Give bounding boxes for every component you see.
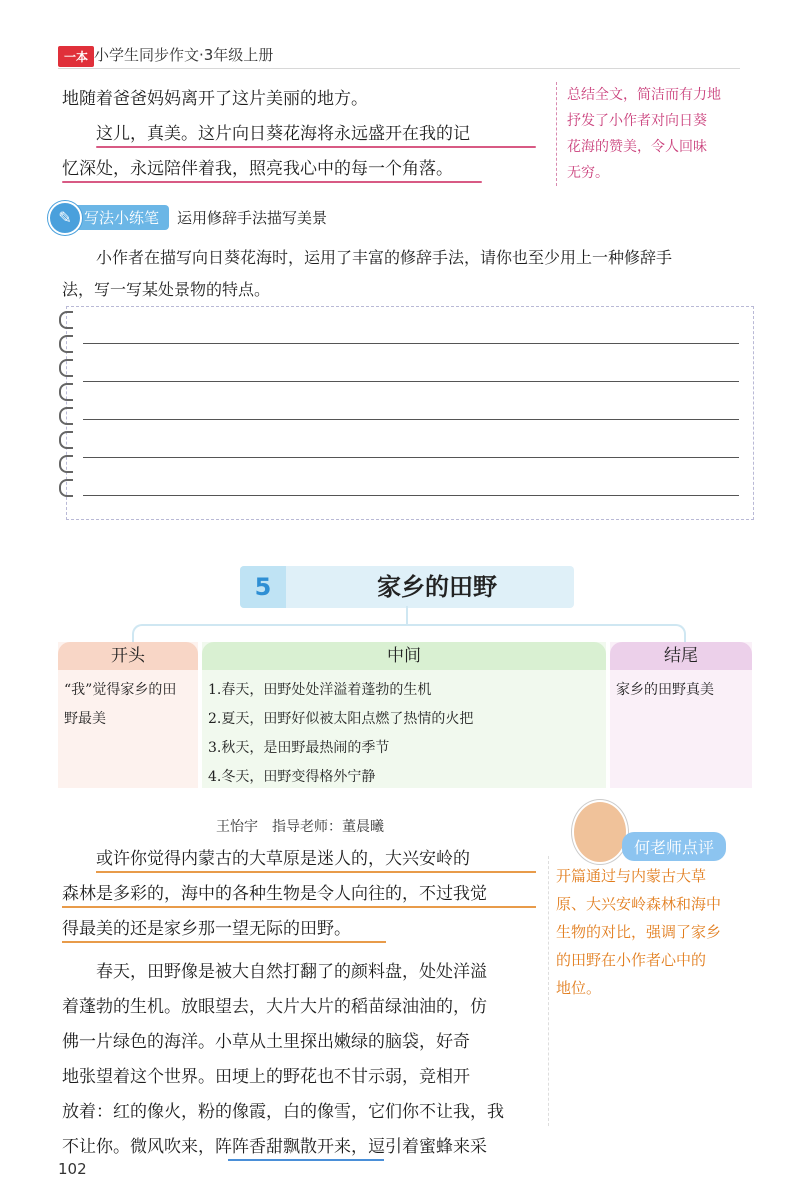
intro-underline-1 <box>96 146 536 148</box>
essay-line: 森林是多彩的，海中的各种生物是令人向往的，不过我觉 <box>62 884 487 904</box>
page-number: 102 <box>58 1160 87 1178</box>
writing-line <box>83 495 739 496</box>
spiral-ring-icon <box>59 455 73 473</box>
structure-middle <box>202 642 606 788</box>
essay-line: 不让你。微风吹来，阵阵香甜飘散开来，逗引着蜜蜂来采 <box>62 1137 487 1157</box>
intro-line-1: 地随着爸爸妈妈离开了这片美丽的地方。 <box>62 89 368 109</box>
essay-underline <box>96 871 536 873</box>
spiral-ring-icon <box>59 479 73 497</box>
intro-underline-2 <box>62 181 482 183</box>
teacher-comment-badge: 何老师点评 <box>622 832 726 861</box>
teacher-avatar <box>572 800 628 864</box>
author-byline: 王怡宇 指导老师：董晨曦 <box>216 819 384 835</box>
structure-start-text: “我”觉得家乡的田 <box>64 682 177 698</box>
essay-line: 春天，田野像是被大自然打翻了的颜料盘，处处洋溢 <box>96 962 487 982</box>
structure-end <box>610 642 752 788</box>
spiral-ring-icon <box>59 359 73 377</box>
essay-line: 佛一片绿色的海洋。小草从土里探出嫩绿的脑袋，好奇 <box>62 1032 470 1052</box>
structure-middle-item: 3.秋天，是田野最热闹的季节 <box>208 740 390 756</box>
practice-instruction-2: 法，写一写某处景物的特点。 <box>62 280 271 299</box>
writing-line <box>83 457 739 458</box>
essay-line: 放着：红的像火，粉的像霞，白的像雪，它们你不让我，我 <box>62 1102 504 1122</box>
structure-start-label: 开头 <box>58 642 198 670</box>
lesson-title: 家乡的田野 <box>377 573 497 601</box>
practice-tag-label: 写法小练笔 <box>84 208 160 227</box>
book-title: 小学生同步作文·3年级上册 <box>94 46 274 64</box>
writing-line <box>83 419 739 420</box>
header-divider <box>58 68 740 69</box>
lesson-number: 5 <box>240 566 286 608</box>
pen-icon: ✎ <box>48 201 82 235</box>
teacher-comment <box>556 862 756 1002</box>
side-note-line: 总结全文，简洁而有力地 <box>567 87 721 103</box>
spiral-ring-icon <box>59 383 73 401</box>
spiral-ring-icon <box>59 407 73 425</box>
side-note-line: 抒发了小作者对向日葵 <box>567 113 707 129</box>
essay-side-divider <box>548 856 549 1126</box>
writing-line <box>83 343 739 344</box>
structure-middle-item: 2.夏天，田野好似被太阳点燃了热情的火把 <box>208 711 474 727</box>
structure-end-text: 家乡的田野真美 <box>616 682 714 698</box>
practice-subtitle: 运用修辞手法描写美景 <box>177 208 328 227</box>
teacher-comment-line: 生物的对比，强调了家乡 <box>556 923 722 941</box>
practice-tag <box>58 205 169 230</box>
teacher-comment-line: 原、大兴安岭森林和海中 <box>556 895 722 913</box>
spiral-ring-icon <box>59 335 73 353</box>
essay-line: 得最美的还是家乡那一望无际的田野。 <box>62 919 351 939</box>
structure-middle-item: 1.春天，田野处处洋溢着蓬勃的生机 <box>208 682 432 698</box>
practice-banner <box>58 204 328 230</box>
series-logo: 一本 <box>58 46 94 67</box>
structure-middle-label: 中间 <box>202 642 606 670</box>
spiral-ring-icon <box>59 311 73 329</box>
structure-end-label: 结尾 <box>610 642 752 670</box>
essay-underline <box>62 906 536 908</box>
structure-start <box>58 642 198 788</box>
essay-line: 着蓬勃的生机。放眼望去，大片大片的稻苗绿油油的，仿 <box>62 997 487 1017</box>
side-note-line: 花海的赞美，令人回味 <box>567 139 707 155</box>
teacher-comment-line: 开篇通过与内蒙古大草 <box>556 867 707 885</box>
spiral-ring-icon <box>59 431 73 449</box>
essay-underline-blue <box>228 1159 384 1161</box>
intro-line-2: 这儿，真美。这片向日葵花海将永远盛开在我的记 <box>96 124 470 144</box>
essay-underline <box>62 941 386 943</box>
teacher-comment-line: 的田野在小作者心中的 <box>556 951 707 969</box>
practice-instruction-1: 小作者在描写向日葵花海时，运用了丰富的修辞手法，请你也至少用上一种修辞手 <box>96 248 673 267</box>
essay-line: 或许你觉得内蒙古的大草原是迷人的，大兴安岭的 <box>96 849 470 869</box>
writing-line <box>83 381 739 382</box>
structure-start-text: 野最美 <box>64 711 106 727</box>
structure-connector <box>406 606 408 626</box>
side-note-summary <box>556 82 767 186</box>
writing-area[interactable] <box>66 306 754 520</box>
essay-line: 地张望着这个世界。田埂上的野花也不甘示弱，竞相开 <box>62 1067 470 1087</box>
intro-line-3: 忆深处，永远陪伴着我，照亮我心中的每一个角落。 <box>62 159 453 179</box>
side-note-line: 无穷。 <box>567 165 609 181</box>
structure-middle-item: 4.冬天，田野变得格外宁静 <box>208 769 376 785</box>
teacher-comment-line: 地位。 <box>556 979 602 997</box>
